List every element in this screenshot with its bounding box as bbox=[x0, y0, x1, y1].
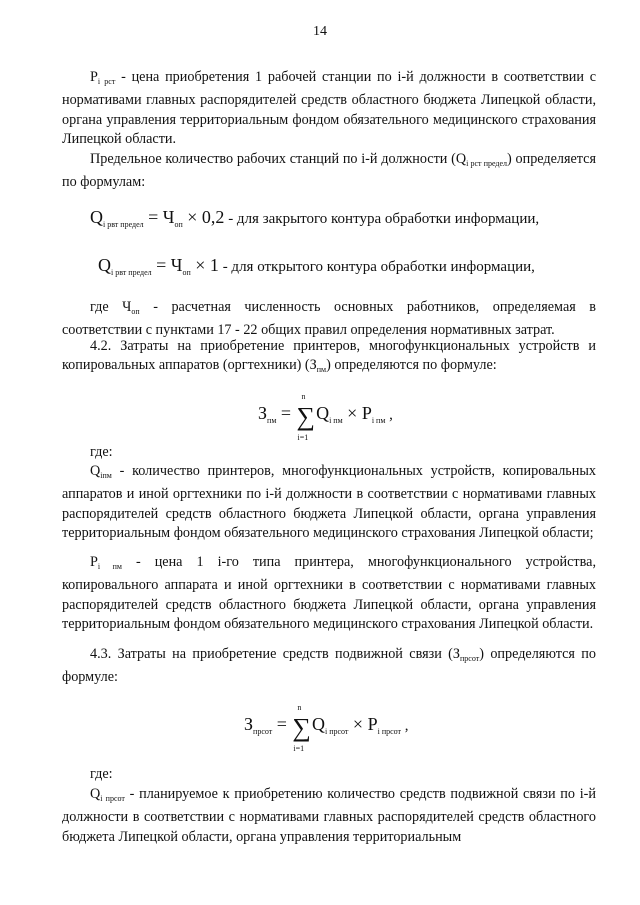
symbol-z: З bbox=[309, 357, 317, 374]
sum-sign: ∑ n i=1 bbox=[296, 392, 316, 442]
formula-lhs-sub: i рвт предел bbox=[103, 220, 144, 229]
symbol-q: Q bbox=[90, 786, 101, 802]
symbol-subscript: i рст bbox=[97, 77, 116, 86]
formula-times: × bbox=[342, 403, 362, 423]
paragraph-where-staff bbox=[62, 298, 596, 341]
formula-term-sub: i прсот bbox=[377, 727, 402, 736]
symbol-subscript: i прсот bbox=[100, 794, 125, 803]
symbol-z: З bbox=[452, 646, 460, 662]
formula-tail: , bbox=[385, 407, 393, 423]
formula-orgtech bbox=[258, 392, 393, 442]
formula-lhs: З bbox=[258, 403, 268, 423]
paragraph-text: Предельное количество рабочих станций по i-й должности ( bbox=[90, 151, 456, 167]
paragraph-price-workstation bbox=[62, 68, 596, 149]
definition-text: - цена 1 i-го типа принтера, многофункционального устройства, копировального аппарата и иной оргтехники в соответствии с нормативами главных распорядителей средств областного бюджета Липецкой области, органа управления территориальным фондом обязательного медицинского страхования Липецкой области. bbox=[62, 554, 596, 632]
paragraph-4-2 bbox=[62, 337, 596, 380]
formula-lhs-sub: прсот bbox=[253, 727, 273, 736]
paragraph-text: ) определяются по формуле: bbox=[62, 646, 596, 686]
paragraph-text: ) определяется по формулам: bbox=[62, 151, 597, 191]
paragraph-text: 4.2. Затраты на приобретение принтеров, многофункциональных устройств и копировальных аппаратов (оргтехники) ( bbox=[62, 338, 596, 374]
formula-rhs: Ч bbox=[170, 255, 183, 275]
symbol-q: Q bbox=[455, 151, 467, 167]
formula-term-sub: i прсот bbox=[324, 727, 349, 736]
definition-q-prsot bbox=[62, 785, 596, 847]
page-number: 14 bbox=[313, 24, 327, 39]
formula-term: P bbox=[367, 714, 378, 734]
definition-p-pm bbox=[62, 553, 596, 634]
sum-upper: n bbox=[301, 392, 306, 401]
symbol-subscript: пм bbox=[316, 365, 327, 375]
formula-mobile bbox=[244, 703, 409, 753]
formula-eq: = bbox=[272, 714, 292, 734]
formula-desc: - для закрытого контура обработки информации, bbox=[224, 211, 540, 227]
formula-term: Q bbox=[316, 403, 330, 423]
paragraph-text: где bbox=[90, 299, 123, 315]
formula-lhs: З bbox=[244, 714, 254, 734]
sum-upper: n bbox=[297, 703, 302, 712]
formula-op: × 1 bbox=[190, 255, 219, 275]
formula-open-contour bbox=[98, 255, 535, 277]
symbol-subscript: iпм bbox=[100, 471, 112, 480]
paragraph-text: 4.3. Затраты на приобретение средств подвижной связи ( bbox=[90, 646, 453, 662]
formula-times: × bbox=[348, 714, 368, 734]
where-label: где: bbox=[90, 766, 113, 782]
paragraph-limit-count bbox=[62, 150, 596, 193]
symbol-subscript: прсот bbox=[460, 654, 480, 663]
symbol-p: P bbox=[90, 554, 98, 570]
formula-eq: = bbox=[151, 255, 171, 275]
formula-lhs-sub: пм bbox=[267, 416, 277, 425]
symbol-subscript: оп bbox=[131, 307, 140, 316]
paragraph-text: ) определяются по формуле: bbox=[326, 357, 497, 374]
formula-desc: - для открытого контура обработки информации, bbox=[218, 259, 535, 275]
formula-op: × 0,2 bbox=[182, 207, 225, 227]
definition-text: - количество принтеров, многофункциональных устройств, копировальных аппаратов и иной оргтехники по i-й должности в соответствии с нормативами главных распорядителей средств областного бюджета Липецкой области, органа управления территориальным фондом обязательного медицинского страхования Липецкой области; bbox=[62, 463, 596, 541]
formula-term: Q bbox=[311, 714, 325, 734]
paragraph-text: - расчетная численность основных работников, определяемая в соответствии с пунктами 17 - 22 общих правил определения нормативных затрат. bbox=[62, 299, 596, 339]
formula-lhs-sub: i рвт предел bbox=[111, 268, 152, 277]
where-label: где: bbox=[90, 444, 113, 460]
formula-closed-contour bbox=[90, 207, 539, 229]
sum-sign: ∑ n i=1 bbox=[292, 703, 311, 753]
formula-term-sub: i пм bbox=[329, 416, 343, 425]
formula-eq: = bbox=[143, 207, 163, 227]
definition-text: - планируемое к приобретению количество средств подвижной связи по i-й должности в соответствии с нормативами главных распорядителей средств областного бюджета Липецкой области, органа управления территориальным bbox=[62, 786, 596, 845]
paragraph-4-3 bbox=[62, 645, 596, 688]
formula-term: P bbox=[361, 403, 372, 423]
symbol-p: P bbox=[90, 69, 98, 85]
sum-lower: i=1 bbox=[297, 433, 309, 442]
sum-lower: i=1 bbox=[293, 744, 305, 753]
formula-rhs-sub: оп bbox=[182, 268, 191, 277]
formula-rhs: Ч bbox=[162, 207, 175, 227]
definition-q-pm bbox=[62, 462, 596, 543]
formula-tail: , bbox=[401, 718, 409, 734]
formula-term-sub: i пм bbox=[371, 416, 386, 425]
symbol-ch: Ч bbox=[122, 299, 132, 315]
formula-rhs-sub: оп bbox=[174, 220, 183, 229]
formula-eq: = bbox=[276, 403, 296, 423]
formula-lhs: Q bbox=[98, 255, 111, 275]
symbol-subscript: i пм bbox=[97, 562, 122, 571]
paragraph-text: - цена приобретения 1 рабочей станции по i-й должности в соответствии с нормативами главных распорядителей средств областного бюджета Липецкой области, органа управления территориальным фондом обязательного медицинского страхования Липецкой области. bbox=[62, 69, 596, 147]
symbol-subscript: i рст предел bbox=[466, 159, 508, 168]
symbol-q: Q bbox=[90, 463, 101, 479]
formula-lhs: Q bbox=[90, 207, 103, 227]
